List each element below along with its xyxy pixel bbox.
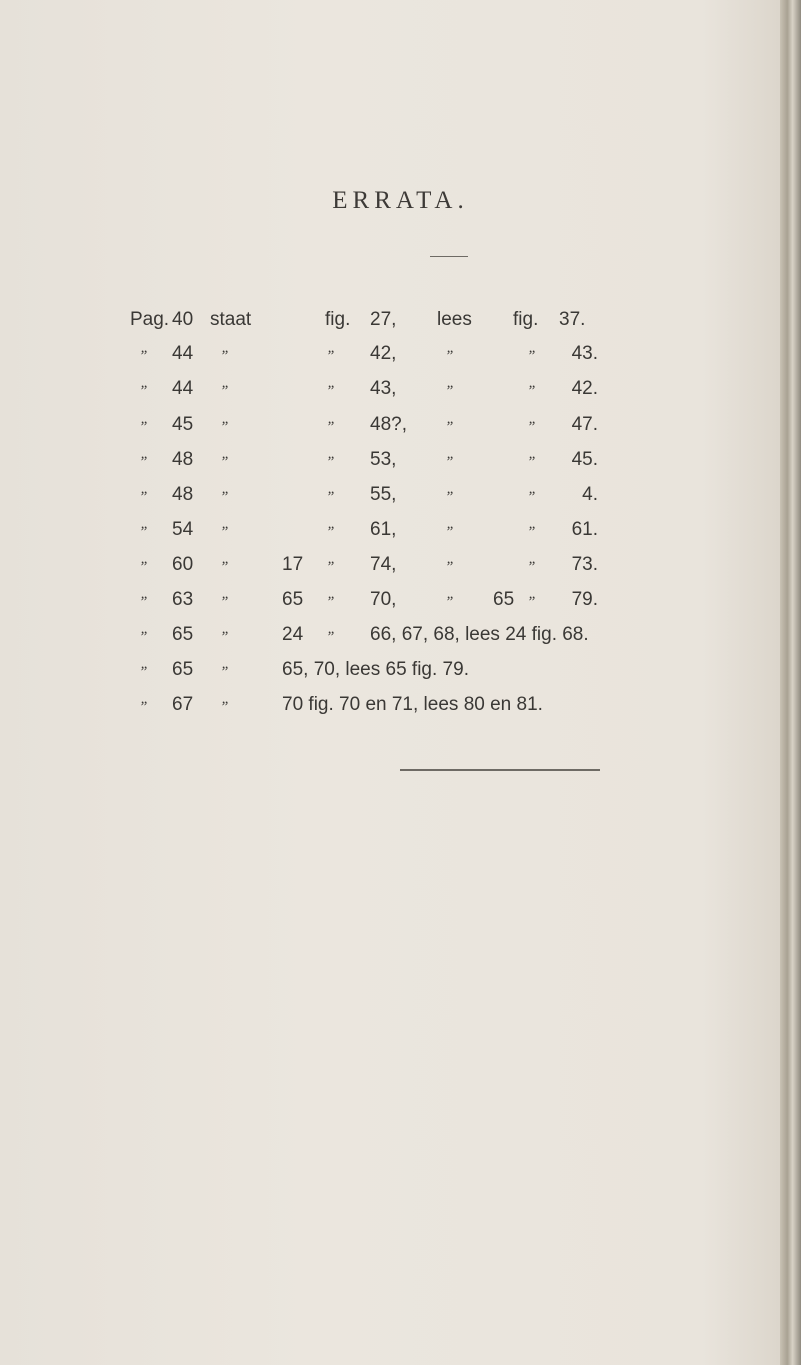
correct-figure: 47. xyxy=(571,414,598,435)
ditto-mark: ” xyxy=(139,348,148,364)
ditto-mark: ” xyxy=(445,524,454,540)
ditto-mark: ” xyxy=(527,559,536,575)
figure-number: 42, xyxy=(370,343,397,364)
ditto-mark: ” xyxy=(220,664,229,680)
pag-label: Pag. xyxy=(130,309,170,330)
ditto-mark: ” xyxy=(326,348,335,364)
figure-number: 61, xyxy=(370,519,397,540)
page-number: 65 xyxy=(172,659,194,680)
figure-number: 48?, xyxy=(370,414,407,435)
correct-figure: 79. xyxy=(571,589,598,610)
ditto-mark: ” xyxy=(445,454,454,470)
ditto-mark: ” xyxy=(139,489,148,505)
ditto-mark: ” xyxy=(445,489,454,505)
ditto-mark: ” xyxy=(139,594,148,610)
ditto-mark: ” xyxy=(445,419,454,435)
ditto-mark: ” xyxy=(445,594,454,610)
title-divider xyxy=(430,256,468,257)
figure-number: 27, xyxy=(370,309,397,330)
correction-text: 66, 67, 68, lees 24 fig. 68. xyxy=(370,624,589,645)
extra-number: 24 xyxy=(282,624,304,645)
page-number: 45 xyxy=(172,414,194,435)
page-number: 44 xyxy=(172,343,194,364)
extra-number: 65 xyxy=(282,589,304,610)
page-number: 48 xyxy=(172,484,194,505)
ditto-mark: ” xyxy=(326,559,335,575)
ditto-mark: ” xyxy=(326,629,335,645)
extra-number: 17 xyxy=(282,554,304,575)
correct-figure: 42. xyxy=(571,378,598,399)
ditto-mark: ” xyxy=(220,629,229,645)
correct-figure: 4. xyxy=(582,484,598,505)
ditto-mark: ” xyxy=(139,383,148,399)
ditto-mark: ” xyxy=(527,383,536,399)
lees-label: lees xyxy=(437,309,472,330)
correct-figure: 37. xyxy=(559,309,586,330)
ditto-mark: ” xyxy=(326,594,335,610)
correction-text: 65, 70, lees 65 fig. 79. xyxy=(282,659,469,680)
ditto-mark: ” xyxy=(445,383,454,399)
bottom-divider xyxy=(400,769,600,771)
page-title: ERRATA. xyxy=(332,187,469,214)
correct-figure: 61. xyxy=(571,519,598,540)
correct-figure: 73. xyxy=(571,554,598,575)
ditto-mark: ” xyxy=(220,594,229,610)
page-number: 44 xyxy=(172,378,194,399)
ditto-mark: ” xyxy=(139,664,148,680)
ditto-mark: ” xyxy=(527,348,536,364)
fig-label: fig. xyxy=(325,309,351,330)
ditto-mark: ” xyxy=(527,594,536,610)
page-number: 40 xyxy=(172,309,194,330)
ditto-mark: ” xyxy=(326,489,335,505)
page-number: 54 xyxy=(172,519,194,540)
ditto-mark: ” xyxy=(527,524,536,540)
ditto-mark: ” xyxy=(139,524,148,540)
ditto-mark: ” xyxy=(326,524,335,540)
ditto-mark: ” xyxy=(527,419,536,435)
page-number: 67 xyxy=(172,694,194,715)
ditto-mark: ” xyxy=(220,489,229,505)
ditto-mark: ” xyxy=(139,629,148,645)
ditto-mark: ” xyxy=(220,383,229,399)
correct-figure: 45. xyxy=(571,449,598,470)
ditto-mark: ” xyxy=(445,559,454,575)
figure-number: 55, xyxy=(370,484,397,505)
ditto-mark: ” xyxy=(445,348,454,364)
ditto-mark: ” xyxy=(139,559,148,575)
figure-number: 74, xyxy=(370,554,397,575)
ditto-mark: ” xyxy=(527,454,536,470)
ditto-mark: ” xyxy=(527,489,536,505)
page-number: 60 xyxy=(172,554,194,575)
ditto-mark: ” xyxy=(139,699,148,715)
fig-label-2: fig. xyxy=(513,309,539,330)
ditto-mark: ” xyxy=(220,524,229,540)
ditto-mark: ” xyxy=(326,383,335,399)
figure-number: 53, xyxy=(370,449,397,470)
figure-number: 43, xyxy=(370,378,397,399)
ditto-mark: ” xyxy=(220,699,229,715)
ditto-mark: ” xyxy=(220,454,229,470)
mid-number: 65 xyxy=(493,589,515,610)
page-number: 48 xyxy=(172,449,194,470)
figure-number: 70, xyxy=(370,589,397,610)
page-number: 65 xyxy=(172,624,194,645)
ditto-mark: ” xyxy=(139,454,148,470)
correct-figure: 43. xyxy=(571,343,598,364)
ditto-mark: ” xyxy=(326,419,335,435)
ditto-mark: ” xyxy=(220,559,229,575)
ditto-mark: ” xyxy=(139,419,148,435)
correction-text: 70 fig. 70 en 71, lees 80 en 81. xyxy=(282,694,543,715)
ditto-mark: ” xyxy=(326,454,335,470)
staat-label: staat xyxy=(210,309,252,330)
ditto-mark: ” xyxy=(220,348,229,364)
ditto-mark: ” xyxy=(220,419,229,435)
page-number: 63 xyxy=(172,589,194,610)
